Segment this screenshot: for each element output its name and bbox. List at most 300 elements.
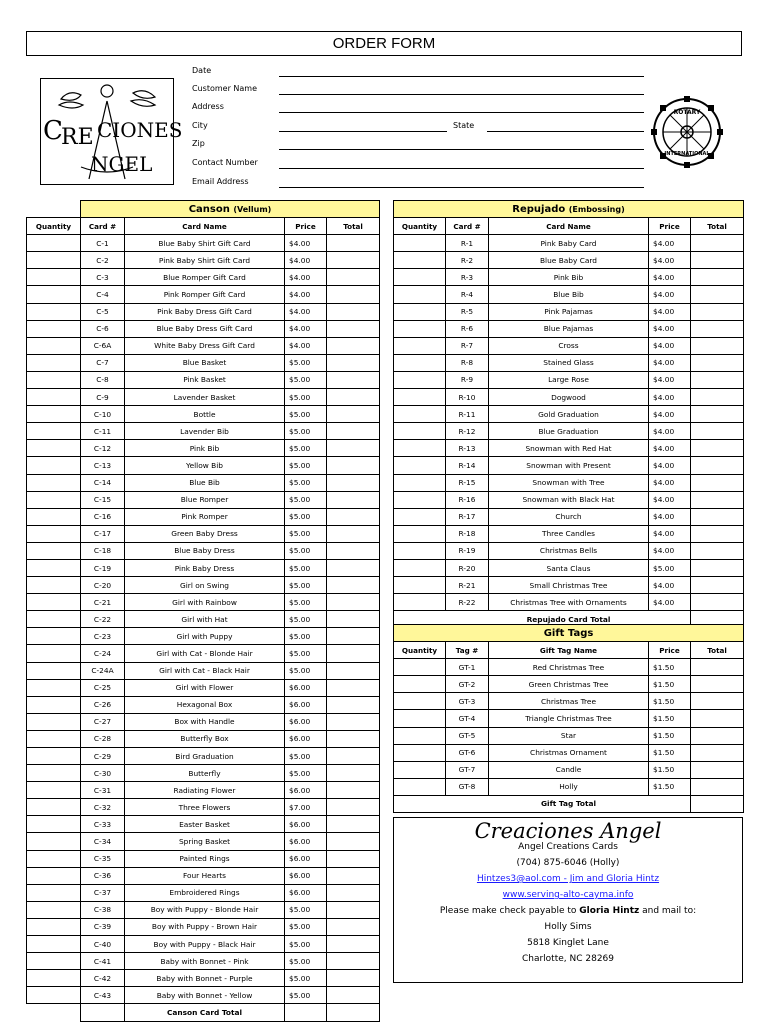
- table-row: [394, 542, 744, 559]
- total-cell[interactable]: [691, 693, 744, 710]
- quantity-cell[interactable]: [27, 713, 81, 730]
- item-number: C-13: [81, 457, 125, 474]
- total-cell[interactable]: [327, 884, 380, 901]
- quantity-cell[interactable]: [394, 491, 446, 508]
- item-number: R-6: [446, 320, 489, 337]
- item-price: $4.00: [649, 474, 691, 491]
- total-cell[interactable]: [691, 542, 744, 559]
- item-number: C-12: [81, 440, 125, 457]
- total-cell[interactable]: [327, 406, 380, 423]
- item-price: $5.00: [285, 748, 327, 765]
- total-cell[interactable]: [327, 936, 380, 953]
- quantity-cell[interactable]: [27, 730, 81, 747]
- total-cell[interactable]: [327, 901, 380, 918]
- section-total-label: Repujado Card Total: [489, 611, 649, 628]
- quantity-cell[interactable]: [394, 761, 446, 778]
- item-number: C-16: [81, 508, 125, 525]
- total-cell[interactable]: [327, 679, 380, 696]
- quantity-cell[interactable]: [27, 679, 81, 696]
- address-street: 5818 Kinglet Lane: [527, 938, 609, 948]
- item-price: $4.00: [649, 508, 691, 525]
- total-cell[interactable]: [691, 337, 744, 354]
- item-name: Small Christmas Tree: [489, 577, 649, 594]
- item-number: R-19: [446, 542, 489, 559]
- quantity-cell[interactable]: [27, 508, 81, 525]
- quantity-cell[interactable]: [394, 559, 446, 576]
- item-price: $4.00: [285, 252, 327, 269]
- field-input-state[interactable]: [487, 131, 644, 132]
- table-row: [27, 833, 380, 850]
- total-cell[interactable]: [691, 744, 744, 761]
- total-cell[interactable]: [691, 457, 744, 474]
- quantity-cell[interactable]: [394, 286, 446, 303]
- total-cell[interactable]: [327, 354, 380, 371]
- quantity-cell[interactable]: [394, 252, 446, 269]
- total-cell[interactable]: [691, 577, 744, 594]
- total-cell[interactable]: [327, 850, 380, 867]
- item-number: C-43: [81, 987, 125, 1004]
- total-cell[interactable]: [327, 748, 380, 765]
- item-price: $1.50: [649, 659, 691, 676]
- table-row: [394, 727, 744, 744]
- quantity-cell[interactable]: [27, 611, 81, 628]
- item-price: $5.00: [285, 765, 327, 782]
- quantity-cell[interactable]: [394, 457, 446, 474]
- item-number: GT-2: [446, 676, 489, 693]
- quantity-cell[interactable]: [27, 936, 81, 953]
- total-cell[interactable]: [327, 867, 380, 884]
- total-cell[interactable]: [691, 269, 744, 286]
- item-number: C-32: [81, 799, 125, 816]
- quantity-cell[interactable]: [27, 594, 81, 611]
- item-name: Snowman with Present: [489, 457, 649, 474]
- quantity-cell[interactable]: [27, 371, 81, 388]
- address-city: Charlotte, NC 28269: [521, 954, 615, 964]
- quantity-cell[interactable]: [27, 867, 81, 884]
- item-number: C-10: [81, 406, 125, 423]
- item-name: Spring Basket: [125, 833, 285, 850]
- item-name: Embroidered Rings: [125, 884, 285, 901]
- item-number: R-7: [446, 337, 489, 354]
- quantity-cell[interactable]: [394, 269, 446, 286]
- item-number: GT-7: [446, 761, 489, 778]
- item-name: Pink Baby Shirt Gift Card: [125, 252, 285, 269]
- total-cell[interactable]: [327, 696, 380, 713]
- quantity-cell[interactable]: [394, 389, 446, 406]
- brand-title: Creaciones Angel: [474, 819, 662, 843]
- table-row: [27, 474, 380, 491]
- quantity-cell[interactable]: [27, 235, 81, 252]
- quantity-cell[interactable]: [27, 354, 81, 371]
- quantity-cell[interactable]: [394, 508, 446, 525]
- total-cell[interactable]: [691, 423, 744, 440]
- quantity-cell[interactable]: [394, 727, 446, 744]
- item-number: R-10: [446, 389, 489, 406]
- total-cell[interactable]: [691, 491, 744, 508]
- item-number: R-5: [446, 303, 489, 320]
- quantity-cell[interactable]: [27, 389, 81, 406]
- total-cell[interactable]: [691, 727, 744, 744]
- section-total-value[interactable]: [327, 1004, 380, 1021]
- quantity-cell[interactable]: [394, 577, 446, 594]
- total-cell[interactable]: [327, 662, 380, 679]
- svg-text:RE: RE: [61, 125, 94, 150]
- quantity-cell[interactable]: [394, 440, 446, 457]
- total-cell[interactable]: [327, 970, 380, 987]
- field-input-customer-name[interactable]: [279, 94, 644, 95]
- total-cell[interactable]: [327, 491, 380, 508]
- quantity-cell[interactable]: [27, 901, 81, 918]
- item-number: R-4: [446, 286, 489, 303]
- empty-cell: [81, 1004, 125, 1021]
- quantity-cell[interactable]: [394, 744, 446, 761]
- quantity-cell[interactable]: [27, 457, 81, 474]
- column-header: Card Name: [125, 218, 285, 235]
- quantity-cell[interactable]: [27, 799, 81, 816]
- quantity-cell[interactable]: [27, 782, 81, 799]
- rotary-text: ROTARY: [673, 109, 701, 116]
- quantity-cell[interactable]: [27, 628, 81, 645]
- quantity-cell[interactable]: [27, 816, 81, 833]
- total-cell[interactable]: [691, 659, 744, 676]
- table-row: [27, 679, 380, 696]
- total-cell[interactable]: [691, 235, 744, 252]
- total-cell[interactable]: [327, 730, 380, 747]
- quantity-cell[interactable]: [27, 833, 81, 850]
- item-name: White Baby Dress Gift Card: [125, 337, 285, 354]
- total-cell[interactable]: [691, 761, 744, 778]
- quantity-cell[interactable]: [27, 884, 81, 901]
- item-number: C-39: [81, 918, 125, 935]
- item-price: $4.00: [649, 423, 691, 440]
- item-name: Pink Baby Dress Gift Card: [125, 303, 285, 320]
- item-name: Holly: [489, 778, 649, 795]
- field-label-zip: Zip: [192, 139, 205, 148]
- total-cell[interactable]: [327, 303, 380, 320]
- quantity-cell[interactable]: [27, 525, 81, 542]
- quantity-cell[interactable]: [27, 577, 81, 594]
- total-cell[interactable]: [327, 542, 380, 559]
- total-cell[interactable]: [691, 303, 744, 320]
- quantity-cell[interactable]: [394, 710, 446, 727]
- field-input-contact-number[interactable]: [279, 168, 644, 169]
- quantity-cell[interactable]: [27, 970, 81, 987]
- field-input-address[interactable]: [279, 112, 644, 113]
- total-cell[interactable]: [327, 953, 380, 970]
- item-price: $5.00: [285, 406, 327, 423]
- item-name: Girl on Swing: [125, 577, 285, 594]
- total-cell[interactable]: [691, 710, 744, 727]
- table-row: [394, 286, 744, 303]
- item-name: Lavender Basket: [125, 389, 285, 406]
- total-cell[interactable]: [327, 833, 380, 850]
- table-row: [27, 269, 380, 286]
- total-cell[interactable]: [327, 269, 380, 286]
- quantity-cell[interactable]: [394, 542, 446, 559]
- table-row: [27, 491, 380, 508]
- column-header: Total: [691, 642, 744, 659]
- total-cell[interactable]: [327, 320, 380, 337]
- item-price: $4.00: [285, 235, 327, 252]
- quantity-cell[interactable]: [394, 406, 446, 423]
- table-row: [27, 765, 380, 782]
- item-price: $4.00: [285, 286, 327, 303]
- total-cell[interactable]: [691, 594, 744, 611]
- item-price: $5.00: [285, 423, 327, 440]
- total-cell[interactable]: [327, 611, 380, 628]
- total-cell[interactable]: [327, 816, 380, 833]
- item-price: $4.00: [285, 337, 327, 354]
- quantity-cell[interactable]: [27, 953, 81, 970]
- total-cell[interactable]: [691, 559, 744, 576]
- quantity-cell[interactable]: [27, 303, 81, 320]
- total-cell[interactable]: [691, 371, 744, 388]
- item-price: $7.00: [285, 799, 327, 816]
- table-row: [27, 525, 380, 542]
- table-row: [27, 337, 380, 354]
- item-name: Boy with Puppy - Brown Hair: [125, 918, 285, 935]
- total-cell[interactable]: [327, 286, 380, 303]
- quantity-cell[interactable]: [394, 371, 446, 388]
- table-row: [394, 337, 744, 354]
- total-cell[interactable]: [691, 474, 744, 491]
- total-cell[interactable]: [691, 525, 744, 542]
- quantity-cell[interactable]: [27, 491, 81, 508]
- table-row: [394, 710, 744, 727]
- total-cell[interactable]: [327, 594, 380, 611]
- total-cell[interactable]: [691, 320, 744, 337]
- total-cell[interactable]: [327, 423, 380, 440]
- total-cell[interactable]: [691, 508, 744, 525]
- quantity-cell[interactable]: [394, 320, 446, 337]
- website-link[interactable]: www.serving-alto-cayma.info: [502, 890, 634, 900]
- quantity-cell[interactable]: [27, 337, 81, 354]
- field-input-date[interactable]: [279, 76, 644, 77]
- total-cell[interactable]: [327, 628, 380, 645]
- table-row: [394, 320, 744, 337]
- item-name: Blue Baby Dress Gift Card: [125, 320, 285, 337]
- quantity-cell[interactable]: [394, 423, 446, 440]
- item-name: Three Flowers: [125, 799, 285, 816]
- quantity-cell[interactable]: [394, 303, 446, 320]
- section-total-value[interactable]: [691, 795, 744, 812]
- total-cell[interactable]: [327, 559, 380, 576]
- table-row: [27, 320, 380, 337]
- field-input-city[interactable]: [279, 131, 447, 132]
- item-name: Blue Romper: [125, 491, 285, 508]
- table-row: [394, 577, 744, 594]
- item-name: Baby with Bonnet - Purple: [125, 970, 285, 987]
- total-cell[interactable]: [327, 440, 380, 457]
- item-name: Snowman with Red Hat: [489, 440, 649, 457]
- total-cell[interactable]: [327, 474, 380, 491]
- total-cell[interactable]: [327, 508, 380, 525]
- item-name: Pink Romper Gift Card: [125, 286, 285, 303]
- item-price: $4.00: [285, 269, 327, 286]
- table-row: [394, 269, 744, 286]
- total-cell[interactable]: [691, 778, 744, 795]
- item-price: $1.50: [649, 727, 691, 744]
- quantity-cell[interactable]: [394, 594, 446, 611]
- item-number: R-18: [446, 525, 489, 542]
- total-cell[interactable]: [327, 799, 380, 816]
- total-cell[interactable]: [327, 457, 380, 474]
- quantity-cell[interactable]: [394, 693, 446, 710]
- repujado-header: Repujado (Embossing): [394, 201, 744, 218]
- table-row: [27, 713, 380, 730]
- column-header: Total: [327, 218, 380, 235]
- canson-table: [26, 200, 380, 1022]
- quantity-cell[interactable]: [394, 337, 446, 354]
- item-price: $5.00: [285, 559, 327, 576]
- quantity-cell[interactable]: [394, 778, 446, 795]
- company-name: Angel Creations Cards: [518, 842, 618, 852]
- column-header: Card #: [446, 218, 489, 235]
- payable-instruction: Please make check payable to Gloria Hintz and mail to:: [439, 906, 697, 916]
- table-row: [394, 676, 744, 693]
- item-number: R-17: [446, 508, 489, 525]
- table-row: [394, 423, 744, 440]
- table-row: [27, 901, 380, 918]
- quantity-cell[interactable]: [27, 850, 81, 867]
- quantity-cell[interactable]: [27, 286, 81, 303]
- table-row: [394, 744, 744, 761]
- item-number: R-12: [446, 423, 489, 440]
- item-number: GT-3: [446, 693, 489, 710]
- table-row: [394, 594, 744, 611]
- item-number: C-15: [81, 491, 125, 508]
- total-cell[interactable]: [327, 713, 380, 730]
- total-cell[interactable]: [691, 406, 744, 423]
- total-cell[interactable]: [327, 371, 380, 388]
- item-number: C-29: [81, 748, 125, 765]
- total-cell[interactable]: [327, 252, 380, 269]
- quantity-cell[interactable]: [27, 406, 81, 423]
- total-cell[interactable]: [327, 389, 380, 406]
- quantity-cell[interactable]: [27, 696, 81, 713]
- item-number: C-8: [81, 371, 125, 388]
- table-row: [27, 611, 380, 628]
- quantity-cell[interactable]: [27, 474, 81, 491]
- total-cell[interactable]: [691, 440, 744, 457]
- field-input-zip[interactable]: [279, 149, 644, 150]
- quantity-cell[interactable]: [27, 559, 81, 576]
- item-number: C-2: [81, 252, 125, 269]
- email-link[interactable]: Hintzes3@aol.com - Jim and Gloria Hintz: [476, 874, 660, 884]
- column-header: Price: [649, 642, 691, 659]
- item-name: Blue Graduation: [489, 423, 649, 440]
- item-number: C-40: [81, 936, 125, 953]
- quantity-cell[interactable]: [27, 765, 81, 782]
- total-cell[interactable]: [327, 987, 380, 1004]
- item-number: R-21: [446, 577, 489, 594]
- item-name: Pink Basket: [125, 371, 285, 388]
- total-cell[interactable]: [327, 918, 380, 935]
- total-cell[interactable]: [327, 645, 380, 662]
- item-name: Blue Baby Card: [489, 252, 649, 269]
- field-input-email-address[interactable]: [279, 187, 644, 188]
- item-number: C-25: [81, 679, 125, 696]
- table-row: [27, 884, 380, 901]
- total-cell[interactable]: [327, 525, 380, 542]
- quantity-cell[interactable]: [27, 987, 81, 1004]
- total-cell[interactable]: [327, 577, 380, 594]
- table-row: [394, 371, 744, 388]
- item-number: R-3: [446, 269, 489, 286]
- item-number: GT-6: [446, 744, 489, 761]
- total-cell[interactable]: [691, 354, 744, 371]
- quantity-cell[interactable]: [27, 918, 81, 935]
- section-total-label: Canson Card Total: [125, 1004, 285, 1021]
- item-price: $6.00: [285, 850, 327, 867]
- quantity-cell[interactable]: [27, 423, 81, 440]
- quantity-cell[interactable]: [394, 659, 446, 676]
- table-row: [27, 303, 380, 320]
- item-price: $4.00: [649, 320, 691, 337]
- quantity-cell[interactable]: [27, 645, 81, 662]
- quantity-cell[interactable]: [27, 440, 81, 457]
- quantity-cell[interactable]: [27, 252, 81, 269]
- item-name: Easter Basket: [125, 816, 285, 833]
- table-row: [27, 696, 380, 713]
- item-name: Cross: [489, 337, 649, 354]
- item-price: $5.00: [285, 918, 327, 935]
- item-name: Boy with Puppy - Blonde Hair: [125, 901, 285, 918]
- table-row: [27, 235, 380, 252]
- total-cell[interactable]: [691, 252, 744, 269]
- table-row: [394, 474, 744, 491]
- quantity-cell[interactable]: [27, 662, 81, 679]
- total-cell[interactable]: [327, 337, 380, 354]
- quantity-cell[interactable]: [27, 269, 81, 286]
- item-price: $6.00: [285, 679, 327, 696]
- item-price: $5.00: [285, 953, 327, 970]
- column-header: Card #: [81, 218, 125, 235]
- quantity-cell[interactable]: [27, 320, 81, 337]
- item-number: R-8: [446, 354, 489, 371]
- quantity-cell[interactable]: [27, 542, 81, 559]
- item-price: $5.00: [285, 371, 327, 388]
- item-name: Christmas Bells: [489, 542, 649, 559]
- item-price: $4.00: [649, 354, 691, 371]
- item-name: Red Christmas Tree: [489, 659, 649, 676]
- item-name: Pink Baby Dress: [125, 559, 285, 576]
- item-number: C-28: [81, 730, 125, 747]
- item-name: Pink Baby Card: [489, 235, 649, 252]
- item-number: C-3: [81, 269, 125, 286]
- total-cell[interactable]: [691, 389, 744, 406]
- quantity-cell[interactable]: [27, 748, 81, 765]
- quantity-cell[interactable]: [394, 235, 446, 252]
- item-number: C-42: [81, 970, 125, 987]
- item-name: Butterfly Box: [125, 730, 285, 747]
- item-name: Green Christmas Tree: [489, 676, 649, 693]
- item-number: C-37: [81, 884, 125, 901]
- quantity-cell[interactable]: [394, 354, 446, 371]
- total-cell[interactable]: [327, 765, 380, 782]
- total-cell[interactable]: [691, 676, 744, 693]
- item-name: Bird Graduation: [125, 748, 285, 765]
- column-header: Total: [691, 218, 744, 235]
- table-row: [394, 457, 744, 474]
- item-price: $5.00: [285, 457, 327, 474]
- total-cell[interactable]: [691, 286, 744, 303]
- quantity-cell[interactable]: [394, 525, 446, 542]
- quantity-cell[interactable]: [394, 676, 446, 693]
- quantity-cell[interactable]: [394, 474, 446, 491]
- total-cell[interactable]: [327, 782, 380, 799]
- total-cell[interactable]: [327, 235, 380, 252]
